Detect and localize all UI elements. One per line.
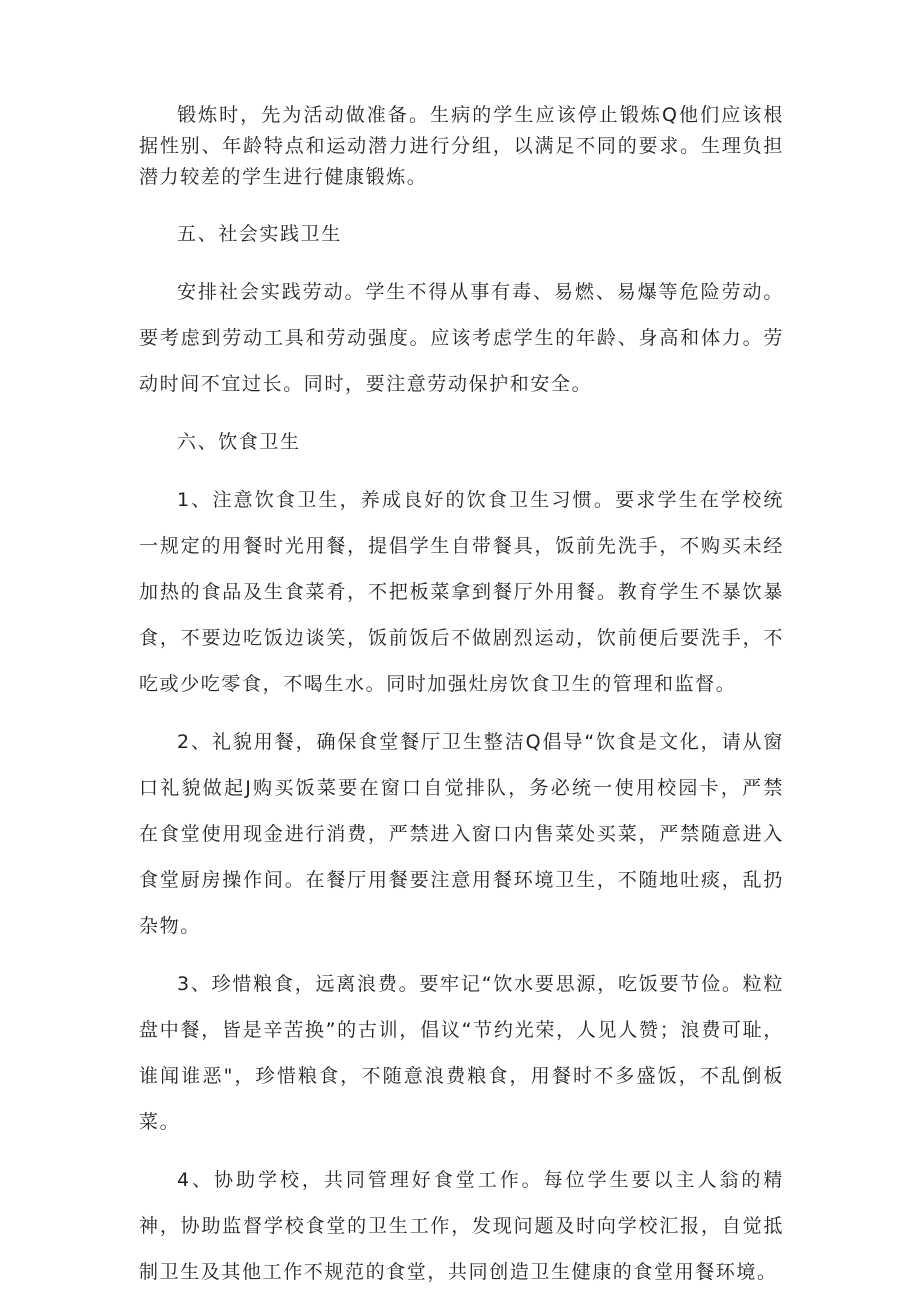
document-page	[139, 100, 784, 1295]
paragraph-item-3: 3、珍惜粮食，远离浪费。要牢记“饮水要思源，吃饭要节俭。粒粒盘中餐，皆是辛苦换”的古训，倡议“节约光荣，人见人赞；浪费可耻，谁闻谁恶"，珍惜粮食，不随意浪费粮食，用餐时不多盛饭，不乱倒板菜。	[139, 973, 784, 1133]
paragraph-social-practice: 安排社会实践劳动。学生不得从事有毒、易燃、易爆等危险劳动。要考虑到劳动工具和劳动强度。应该考虑学生的年龄、身高和体力。劳动时间不宜过长。同时，要注意劳动保护和安全。	[139, 281, 784, 395]
paragraph-item-2: 2、礼貌用餐，确保食堂餐厅卫生整洁Q倡导“饮食是文化，请从窗口礼貌做起J购买饭菜要在窗口自觉排队，务必统一使用校园卡，严禁在食堂使用现金进行消费，严禁进入窗口内售菜处买菜，严禁随意进入食堂厨房操作间。在餐厅用餐要注意用餐环境卫生，不随地吐痰，乱扔杂物。	[139, 731, 784, 937]
paragraph-item-4: 4、协助学校，共同管理好食堂工作。每位学生要以主人翁的精神，协助监督学校食堂的卫生工作，发现问题及时向学校汇报，自觉抵制卫生及其他工作不规范的食堂，共同创造卫生健康的食堂用餐环境。	[139, 1169, 784, 1283]
paragraph-exercise: 锻炼时，先为活动做准备。生病的学生应该停止锻炼Q他们应该根据性别、年龄特点和运动潜力进行分组，以满足不同的要求。生理负担潜力较差的学生进行健康锻炼。	[139, 104, 784, 188]
paragraph-item-1: 1、注意饮食卫生，养成良好的饮食卫生习惯。要求学生在学校统一规定的用餐时光用餐，提倡学生自带餐具，饭前先洗手，不购买未经加热的食品及生食菜肴，不把板菜拿到餐厅外用餐。教育学生不暴饮暴食，不要边吃饭边谈笑，饭前饭后不做剧烈运动，饮前便后要洗手，不吃或少吃零食，不喝生水。同时加强灶房饮食卫生的管理和监督。	[139, 489, 784, 695]
heading-social-practice: 五、社会实践卫生	[177, 223, 342, 245]
heading-diet-hygiene: 六、饮食卫生	[177, 431, 301, 453]
